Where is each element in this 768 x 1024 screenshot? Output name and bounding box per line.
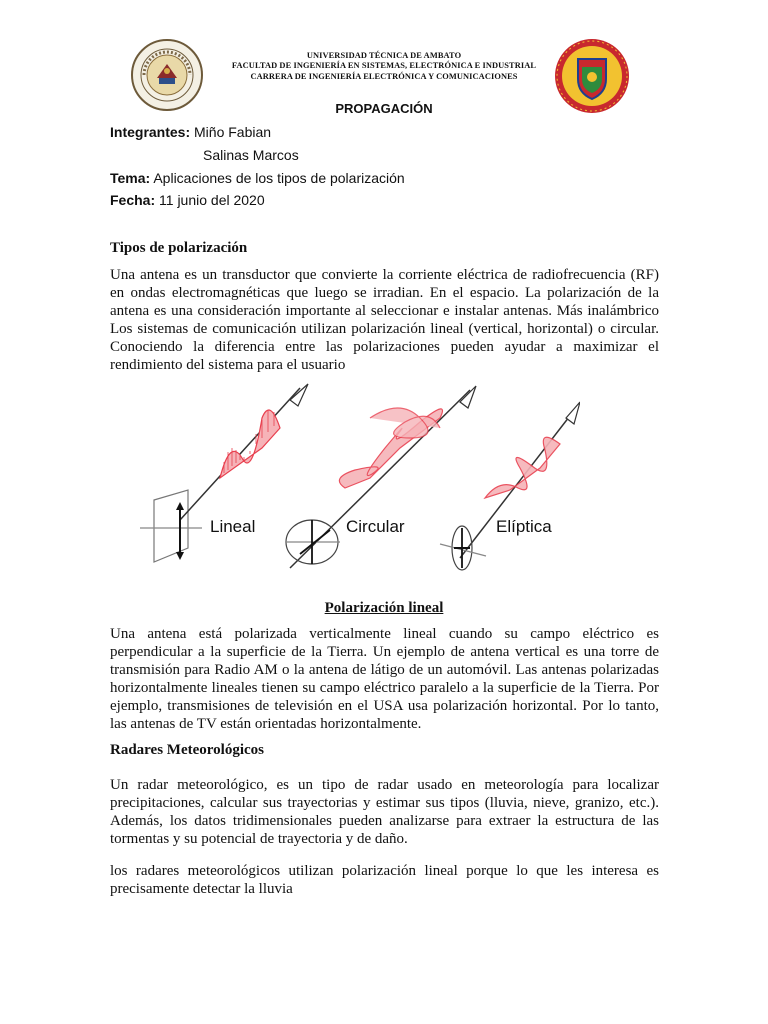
tema-label: Tema: xyxy=(110,170,151,186)
fecha-label: Fecha: xyxy=(110,192,156,208)
tema-value: Aplicaciones de los tipos de polarización xyxy=(153,170,405,186)
label-circular: Circular xyxy=(346,517,405,536)
header-faculty: FACULTAD DE INGENIERÍA EN SISTEMAS, ELECTRÓNICA E INDUSTRIAL xyxy=(231,61,537,71)
tipos-heading: Tipos de polarización xyxy=(110,240,248,256)
integrantes-label: Integrantes: xyxy=(110,124,191,140)
header-career: CARRERA DE INGENIERÍA ELECTRÓNICA Y COMUNICACIONES xyxy=(250,71,518,81)
member-2: Salinas Marcos xyxy=(203,147,299,163)
radares-heading: Radares Meteorológicos xyxy=(110,742,264,758)
header-university: UNIVERSIDAD TÉCNICA DE AMBATO xyxy=(306,51,462,60)
label-eliptica: Elíptica xyxy=(496,517,552,536)
radares-paragraph-1: Un radar meteorológico, es un tipo de radar usado en meteorología para localizar precipitaciones, calcular sus trayectorias y estimar sus tipos (lluvia, nieve, granizo, etc.). Además, los datos tridimensionales pueden analizarse para extraer la estructura de las tormentas y su potencial de trayectoria y de daño. xyxy=(110,777,659,847)
fecha-line xyxy=(110,192,265,208)
circular-polarization-drawing xyxy=(286,386,476,568)
fecha-value: 11 junio del 2020 xyxy=(159,192,265,208)
integrantes-line xyxy=(110,124,271,140)
label-lineal: Lineal xyxy=(210,517,256,536)
tema-line xyxy=(110,170,405,186)
tipos-paragraph: Una antena es un transductor que convierte la corriente eléctrica de radiofrecuencia (RF) en ondas electromagnéticas que luego se irradian. En el espacio. La polarización de la antena es una consideración importante al seleccionar e instalar antenas. Más inalámbrico Los sistemas de comunicación utilizan polarización lineal (vertical, horizontal) o circular. Conociendo la diferencia entre las polarizaciones pueden ayudar a maximizar el rendimiento del sistema para el usuario xyxy=(110,267,659,373)
institution-header xyxy=(190,51,578,82)
lineal-paragraph: Una antena está polarizada verticalmente lineal cuando su campo eléctrico es perpendicular a la superficie de la Tierra. Un ejemplo de antena vertical es una torre de transmisión para Radio AM o la antena de látigo de un automóvil. Las antenas polarizadas horizontalmente lineales tienen su campo eléctrico paralelo a la superficie de la Tierra. Por ejemplo, transmisiones de televisión en el USA usa polarización horizontal. Por lo tanto, las antenas de TV están orientadas horizontalmente. xyxy=(110,626,659,732)
radares-paragraph-2: los radares meteorológicos utilizan polarización lineal porque lo que les interesa es precisamente detectar la lluvia xyxy=(110,863,659,897)
elliptical-polarization-drawing xyxy=(440,402,580,570)
polarization-diagram xyxy=(140,378,580,578)
document-title: PROPAGACIÓN xyxy=(335,101,433,116)
lineal-heading: Polarización lineal xyxy=(324,600,444,616)
linear-polarization-drawing xyxy=(140,384,308,562)
member-1: Miño Fabian xyxy=(194,124,272,140)
